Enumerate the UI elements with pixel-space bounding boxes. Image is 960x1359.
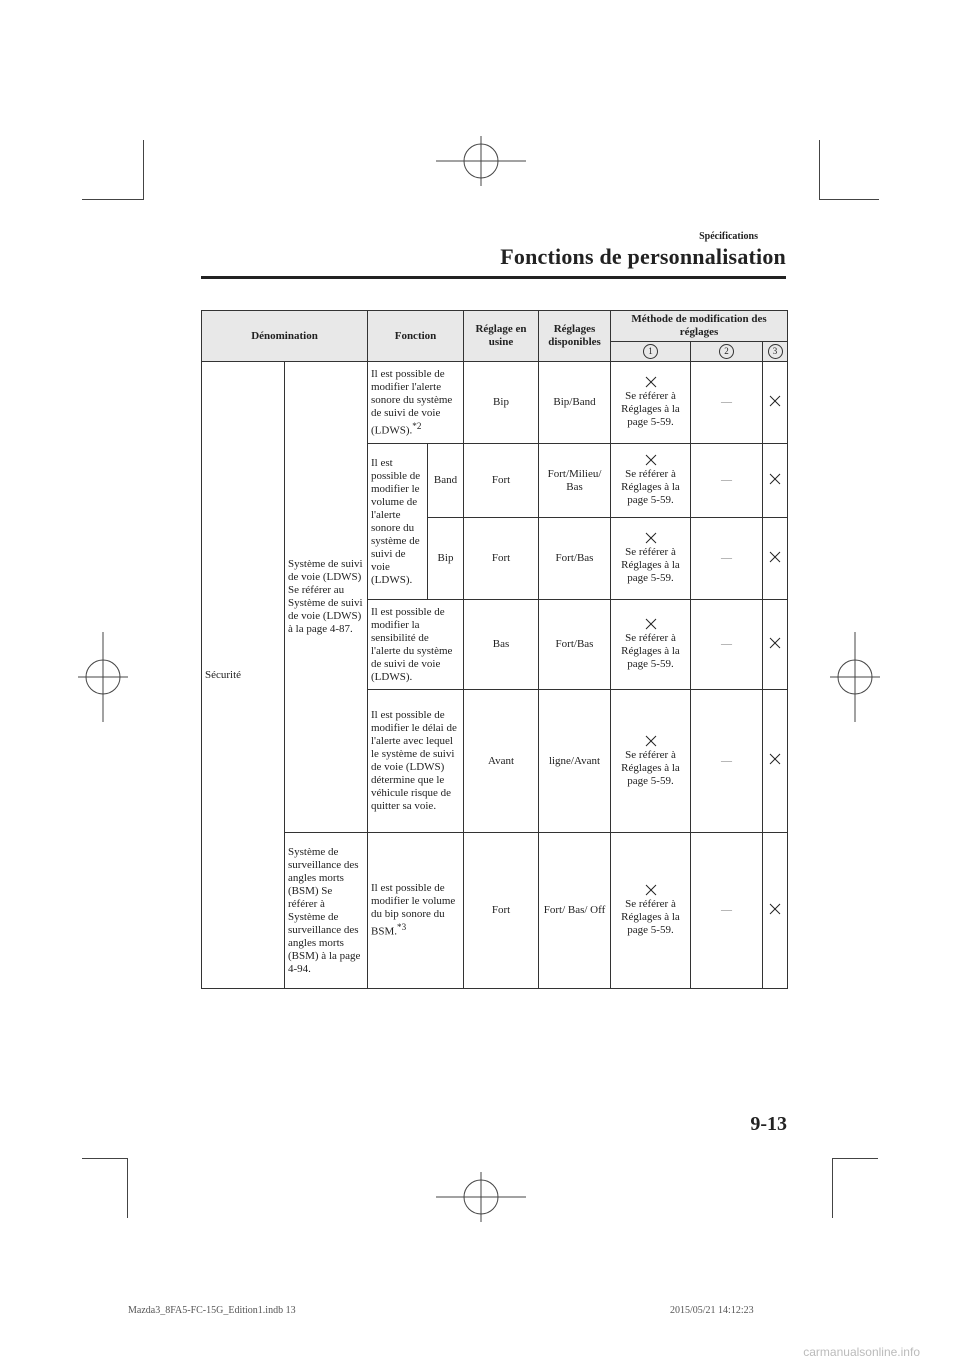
header-reglages-disponibles: Réglages disponibles <box>539 311 611 362</box>
header-reglage-usine: Réglage en usine <box>464 311 539 362</box>
function-cell: Il est possible de modifier l'alerte sonore du système de suivi de voie (LDWS).$^{*2}$ <box>368 362 464 444</box>
function-cell: Il est possible de modifier le volume du bip sonore du BSM.$^{*3}$ <box>368 833 464 989</box>
cross-icon <box>645 376 657 388</box>
header-methode: Méthode de modification des réglages <box>611 311 788 342</box>
header-fonction: Fonction <box>368 311 464 362</box>
available-cell: Bip/Band <box>539 362 611 444</box>
footer-file: Mazda3_8FA5-FC-15G_Edition1.indb 13 <box>128 1305 296 1316</box>
footnote-marker: *2 <box>412 420 422 431</box>
factory-cell: Avant <box>464 690 539 833</box>
page-number: 9-13 <box>750 1113 787 1135</box>
method3-cell <box>763 444 788 518</box>
factory-cell: Fort <box>464 444 539 518</box>
method2-cell: — <box>691 444 763 518</box>
method1-cell: Se référer à Réglages à la page 5-59. <box>611 362 691 444</box>
cross-icon <box>769 395 781 407</box>
method3-cell <box>763 518 788 600</box>
cross-icon <box>769 637 781 649</box>
table-row <box>202 833 788 989</box>
cross-icon <box>645 735 657 747</box>
method2-cell: — <box>691 833 763 989</box>
method1-cell: Se référer à Réglages à la page 5-59. <box>611 444 691 518</box>
ldws-system-cell: Système de suivi de voie (LDWS) Se référer au Système de suivi de voie (LDWS) à la page 4-87. <box>285 362 368 833</box>
available-cell: ligne/Avant <box>539 690 611 833</box>
category-cell: Sécurité <box>202 362 285 989</box>
table-header-row <box>202 311 788 342</box>
volume-group-cell: Il est possible de modifier le volume de l'alerte sonore du système de suivi de voie (LDWS). <box>368 444 428 600</box>
factory-cell: Bip <box>464 362 539 444</box>
factory-cell: Fort <box>464 518 539 600</box>
method3-cell <box>763 362 788 444</box>
available-cell: Fort/ Bas/ Off <box>539 833 611 989</box>
footer-timestamp: 2015/05/21 14:12:23 <box>670 1305 754 1316</box>
registration-mark-bottom <box>436 1172 526 1222</box>
available-cell: Fort/Bas <box>539 600 611 690</box>
cross-icon <box>769 753 781 765</box>
header-denomination: Dénomination <box>202 311 368 362</box>
cross-icon <box>645 532 657 544</box>
method1-cell: Se référer à Réglages à la page 5-59. <box>611 518 691 600</box>
sub-option-cell: Bip <box>428 518 464 600</box>
factory-cell: Fort <box>464 833 539 989</box>
method2-cell: — <box>691 690 763 833</box>
available-cell: Fort/Milieu/ Bas <box>539 444 611 518</box>
page-title: Fonctions de personnalisation <box>500 244 786 269</box>
cross-icon <box>645 618 657 630</box>
circled-number-2-icon: 2 <box>719 344 734 359</box>
cross-icon <box>769 903 781 915</box>
cross-icon <box>769 473 781 485</box>
circled-number-3-icon: 3 <box>768 344 783 359</box>
method3-cell <box>763 833 788 989</box>
available-cell: Fort/Bas <box>539 518 611 600</box>
sub-option-cell: Band <box>428 444 464 518</box>
registration-mark-left <box>78 632 128 722</box>
footnote-marker: *3 <box>397 922 407 933</box>
method1-cell: Se référer à Réglages à la page 5-59. <box>611 690 691 833</box>
method3-cell <box>763 690 788 833</box>
method1-cell: Se référer à Réglages à la page 5-59. <box>611 833 691 989</box>
customization-table <box>201 310 788 989</box>
registration-mark-right <box>830 632 880 722</box>
registration-mark-top <box>436 136 526 186</box>
cross-icon <box>769 551 781 563</box>
circled-number-1-icon: 1 <box>643 344 658 359</box>
method2-cell: — <box>691 518 763 600</box>
cross-icon <box>645 454 657 466</box>
factory-cell: Bas <box>464 600 539 690</box>
function-cell: Il est possible de modifier la sensibilité de l'alerte du système de suivi de voie (LDWS). <box>368 600 464 690</box>
cross-icon <box>645 884 657 896</box>
header-rule <box>201 276 786 279</box>
table-row <box>202 362 788 444</box>
section-label: Spécifications <box>699 231 758 242</box>
bsm-system-cell: Système de surveillance des angles morts (BSM) Se référer à Système de surveillance des angles morts (BSM) à la page 4-94. <box>285 833 368 989</box>
function-cell: Il est possible de modifier le délai de l'alerte avec lequel le système de suivi de voie (LDWS) détermine que le véhicule risque de quitter sa voie. <box>368 690 464 833</box>
method1-cell: Se référer à Réglages à la page 5-59. <box>611 600 691 690</box>
method2-cell: — <box>691 362 763 444</box>
watermark: carmanualsonline.info <box>803 1345 920 1359</box>
method3-cell <box>763 600 788 690</box>
method2-cell: — <box>691 600 763 690</box>
